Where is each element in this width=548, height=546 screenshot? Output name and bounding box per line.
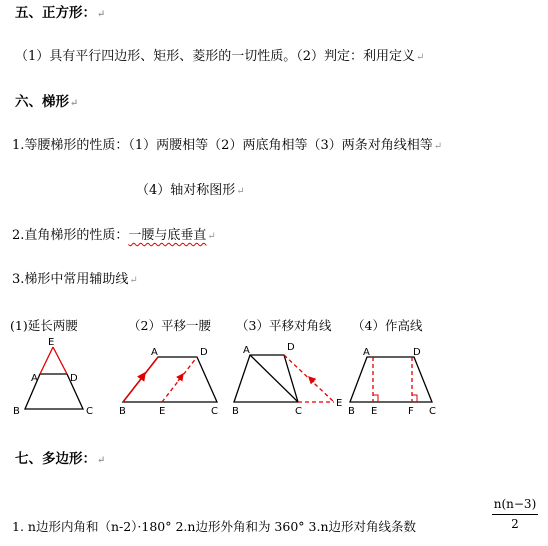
label-B: B xyxy=(119,406,126,417)
section-heading-square: 五、正方形：↵ xyxy=(15,5,106,21)
label-F: F xyxy=(408,406,414,417)
right-angle-mark-E xyxy=(373,395,378,402)
label-B: B xyxy=(232,406,239,417)
label-C: C xyxy=(429,406,436,417)
diagram-draw-heights xyxy=(348,347,436,417)
label-B: B xyxy=(348,406,355,417)
label-B: B xyxy=(13,406,20,417)
label-A: A xyxy=(243,345,250,356)
label-E: E xyxy=(159,406,166,417)
label-D: D xyxy=(200,347,208,358)
arrow-right xyxy=(178,374,183,381)
diagram-caption-2: （2）平移一腰 xyxy=(128,318,211,333)
diagram-translate-diagonal xyxy=(232,342,342,417)
trapezoid-shape xyxy=(350,357,432,402)
label-E: E xyxy=(336,398,343,409)
label-D: D xyxy=(413,347,421,358)
diagram-caption-3: （3）平移对角线 xyxy=(236,318,332,333)
fraction-bar xyxy=(492,514,538,515)
section-heading-polygon: 七、多边形：↵ xyxy=(15,451,106,467)
label-A: A xyxy=(363,347,370,358)
label-E: E xyxy=(371,406,378,417)
diagram-caption-1: (1)延长两腰 xyxy=(10,318,78,333)
section-heading-trapezoid: 六、梯形↵ xyxy=(15,94,79,110)
arrow-left xyxy=(140,373,145,380)
polygon-formulas: 1. n边形内角和（n-2）·180° 2.n边形外角和为 360° 3.n边形对角线条数 xyxy=(12,519,416,534)
square-properties: （1）具有平行四边形、矩形、菱形的一切性质。（2）判定：利用定义↵ xyxy=(15,49,425,64)
label-A: A xyxy=(151,347,158,358)
label-E: E xyxy=(48,337,55,348)
extended-leg-right xyxy=(53,347,67,374)
fraction-denominator: 2 xyxy=(511,517,519,531)
label-A: A xyxy=(31,373,38,384)
extended-leg-left xyxy=(40,347,53,374)
right-angle-mark-F xyxy=(412,395,417,402)
label-C: C xyxy=(86,406,93,417)
fraction-numerator: n(n−3) xyxy=(493,497,537,511)
diagram-extend-legs xyxy=(13,337,93,417)
label-D: D xyxy=(287,342,295,353)
trapezoid-shape xyxy=(123,357,217,402)
auxiliary-lines-title: 3.梯形中常用辅助线↵ xyxy=(12,272,138,287)
axis-symmetry-property: （4）轴对称图形↵ xyxy=(136,183,245,198)
right-trapezoid-properties: 2.直角梯形的性质：一腰与底垂直↵ xyxy=(12,228,216,243)
diagonal-count-fraction xyxy=(490,497,540,531)
label-C: C xyxy=(295,406,302,417)
diagram-caption-4: （4）作高线 xyxy=(352,318,423,333)
label-C: C xyxy=(211,406,218,417)
label-D: D xyxy=(70,373,78,384)
diagram-translate-leg xyxy=(119,347,218,417)
emphasized-text: 一腰与底垂直 xyxy=(128,228,207,243)
trapezoid-shape xyxy=(234,355,298,402)
isosceles-trapezoid-properties: 1.等腰梯形的性质：（1）两腰相等（2）两底角相等（3）两条对角线相等↵ xyxy=(12,138,443,153)
